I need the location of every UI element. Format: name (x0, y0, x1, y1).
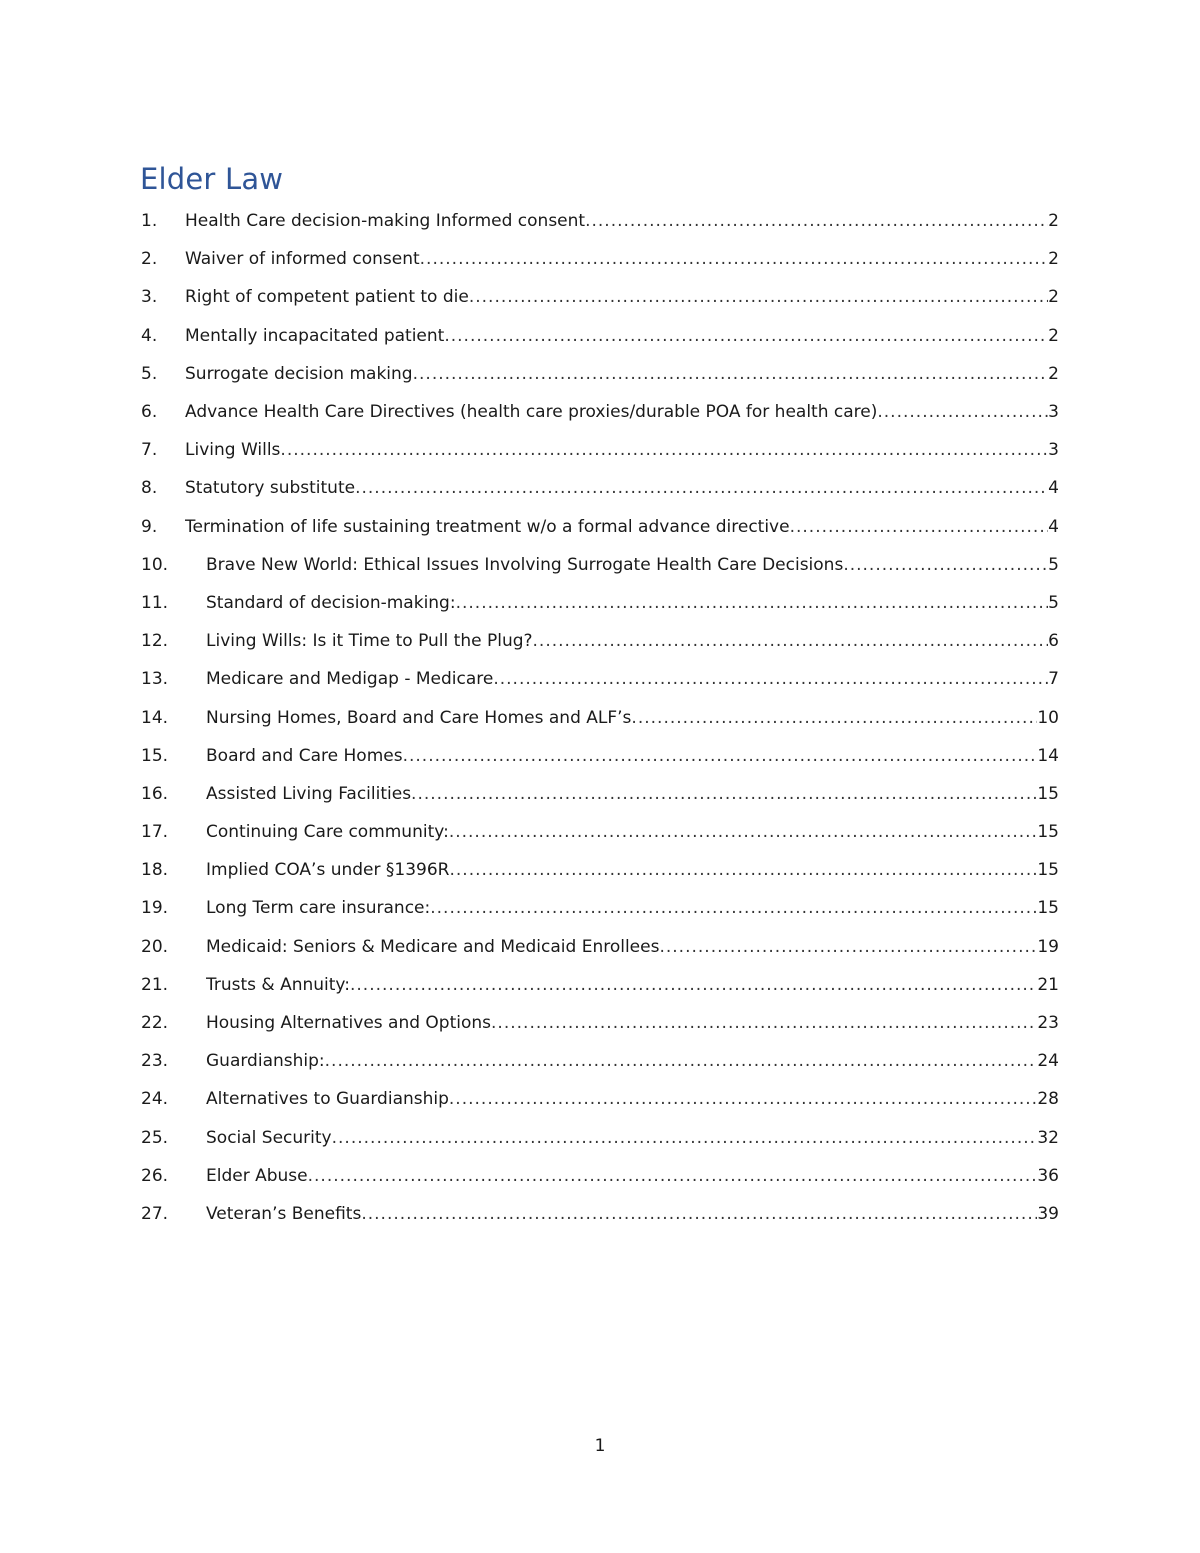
dot-leader (659, 937, 1037, 957)
toc-entry[interactable] (141, 278, 1059, 316)
toc-text: Social Security (206, 1127, 332, 1148)
toc-entry[interactable] (141, 431, 1059, 469)
dot-leader (430, 898, 1037, 918)
toc-page: 2 (1048, 211, 1059, 232)
toc-number: 16. (141, 783, 169, 804)
dot-leader (469, 287, 1048, 307)
toc-number: 26. (141, 1165, 169, 1186)
dot-leader (280, 440, 1048, 460)
toc-text: Mentally incapacitated patient (185, 325, 445, 346)
toc-entry[interactable] (141, 202, 1059, 240)
dot-leader (877, 402, 1048, 422)
toc-number: 19. (141, 898, 169, 919)
toc-entry[interactable] (141, 1157, 1059, 1195)
dot-leader (325, 1051, 1038, 1071)
toc-entry[interactable] (141, 584, 1059, 622)
toc-number: 11. (141, 592, 169, 613)
dot-leader (843, 555, 1048, 575)
toc-number: 27. (141, 1203, 169, 1224)
dot-leader (449, 822, 1038, 842)
toc-entry[interactable] (141, 698, 1059, 736)
toc-entry[interactable] (141, 317, 1059, 355)
toc-number: 17. (141, 822, 169, 843)
toc-text: Trusts & Annuity: (206, 974, 350, 995)
toc-page: 3 (1048, 402, 1059, 423)
toc-text: Veteran’s Benefits (206, 1203, 362, 1224)
toc-number: 13. (141, 669, 169, 690)
toc-entry[interactable] (141, 355, 1059, 393)
dot-leader (585, 211, 1048, 231)
toc-text: Statutory substitute (185, 478, 356, 499)
toc-text: Medicare and Medigap - Medicare (206, 669, 494, 690)
toc-text: Living Wills (185, 440, 281, 461)
toc-text: Surrogate decision making (185, 363, 413, 384)
dot-leader (456, 593, 1049, 613)
toc-page: 21 (1037, 974, 1059, 995)
toc-text: Implied COA’s under §1396R (206, 860, 450, 881)
toc-page: 4 (1048, 516, 1059, 537)
toc-page: 2 (1048, 287, 1059, 308)
toc-entry[interactable] (141, 1119, 1059, 1157)
dot-leader (449, 860, 1037, 880)
toc-number: 18. (141, 860, 169, 881)
dot-leader (449, 1089, 1037, 1109)
dot-leader (491, 1013, 1037, 1033)
toc-page: 15 (1037, 783, 1059, 804)
dot-leader (350, 975, 1037, 995)
toc-page: 2 (1048, 363, 1059, 384)
toc-text: Right of competent patient to die (185, 287, 469, 308)
dot-leader (403, 746, 1038, 766)
toc-number: 3. (141, 287, 158, 308)
toc-number: 4. (141, 325, 158, 346)
toc-text: Brave New World: Ethical Issues Involving Surrogate Health Care Decisions (206, 554, 844, 575)
toc-text: Nursing Homes, Board and Care Homes and ALF’s (206, 707, 632, 728)
toc-entry[interactable] (141, 737, 1059, 775)
toc-page: 6 (1048, 631, 1059, 652)
toc-page: 10 (1037, 707, 1059, 728)
dot-leader (355, 478, 1048, 498)
toc-entry[interactable] (141, 1080, 1059, 1118)
toc-number: 24. (141, 1089, 169, 1110)
toc-text: Board and Care Homes (206, 745, 403, 766)
dot-leader (533, 631, 1049, 651)
dot-leader (308, 1166, 1038, 1186)
toc-page: 14 (1037, 745, 1059, 766)
toc-entry[interactable] (141, 928, 1059, 966)
toc-number: 6. (141, 402, 158, 423)
toc-number: 5. (141, 363, 158, 384)
toc-page: 2 (1048, 249, 1059, 270)
toc-text: Continuing Care community: (206, 822, 449, 843)
toc-text: Assisted Living Facilities (206, 783, 412, 804)
toc-entry[interactable] (141, 469, 1059, 507)
dot-leader (790, 517, 1049, 537)
toc-text: Advance Health Care Directives (health care proxies/durable POA for health care) (185, 402, 878, 423)
dot-leader (332, 1128, 1038, 1148)
toc-entry[interactable] (141, 240, 1059, 278)
toc-page: 23 (1037, 1013, 1059, 1034)
toc-page: 3 (1048, 440, 1059, 461)
toc-text: Medicaid: Seniors & Medicare and Medicaid Enrollees (206, 936, 660, 957)
toc-page: 39 (1037, 1203, 1059, 1224)
dot-leader (444, 326, 1048, 346)
toc-page: 24 (1037, 1051, 1059, 1072)
toc-page: 2 (1048, 325, 1059, 346)
toc-number: 20. (141, 936, 169, 957)
toc-entry[interactable] (141, 660, 1059, 698)
toc-entry[interactable] (141, 546, 1059, 584)
toc-page: 32 (1037, 1127, 1059, 1148)
toc-text: Waiver of informed consent (185, 249, 420, 270)
toc-page: 5 (1048, 554, 1059, 575)
toc-entry[interactable] (141, 622, 1059, 660)
document-title: Elder Law (140, 162, 284, 196)
dot-leader (361, 1204, 1037, 1224)
toc-number: 10. (141, 554, 169, 575)
toc-text: Standard of decision-making: (206, 592, 456, 613)
toc-number: 12. (141, 631, 169, 652)
dot-leader (631, 708, 1037, 728)
toc-number: 22. (141, 1013, 169, 1034)
toc-page: 36 (1037, 1165, 1059, 1186)
toc-page: 15 (1037, 898, 1059, 919)
toc-page: 15 (1037, 822, 1059, 843)
toc-number: 2. (141, 249, 158, 270)
toc-page: 15 (1037, 860, 1059, 881)
toc-text: Guardianship: (206, 1051, 325, 1072)
toc-number: 9. (141, 516, 158, 537)
toc-text: Living Wills: Is it Time to Pull the Plug? (206, 631, 533, 652)
toc-text: Housing Alternatives and Options (206, 1013, 492, 1034)
toc-page: 7 (1048, 669, 1059, 690)
table-of-contents (141, 202, 1059, 1233)
toc-entry[interactable] (141, 1042, 1059, 1080)
toc-number: 21. (141, 974, 169, 995)
toc-number: 25. (141, 1127, 169, 1148)
page-number: 1 (594, 1436, 606, 1456)
toc-page: 19 (1037, 936, 1059, 957)
toc-text: Elder Abuse (206, 1165, 308, 1186)
toc-entry[interactable] (141, 775, 1059, 813)
dot-leader (420, 249, 1049, 269)
toc-page: 28 (1037, 1089, 1059, 1110)
toc-number: 23. (141, 1051, 169, 1072)
toc-entry[interactable] (141, 889, 1059, 927)
toc-page: 5 (1048, 592, 1059, 613)
toc-number: 8. (141, 478, 158, 499)
toc-number: 1. (141, 211, 158, 232)
toc-text: Health Care decision-making Informed consent (185, 211, 586, 232)
toc-entry[interactable] (141, 393, 1059, 431)
toc-page: 4 (1048, 478, 1059, 499)
dot-leader (413, 364, 1049, 384)
dot-leader (493, 669, 1048, 689)
dot-leader (411, 784, 1037, 804)
toc-entry[interactable] (141, 1195, 1059, 1233)
toc-entry[interactable] (141, 508, 1059, 546)
toc-number: 7. (141, 440, 158, 461)
toc-number: 15. (141, 745, 169, 766)
toc-text: Long Term care insurance: (206, 898, 431, 919)
toc-text: Termination of life sustaining treatment w/o a formal advance directive (185, 516, 790, 537)
toc-entry[interactable] (141, 851, 1059, 889)
toc-number: 14. (141, 707, 169, 728)
toc-text: Alternatives to Guardianship (206, 1089, 449, 1110)
toc-entry[interactable] (141, 966, 1059, 1004)
toc-entry[interactable] (141, 1004, 1059, 1042)
toc-entry[interactable] (141, 813, 1059, 851)
